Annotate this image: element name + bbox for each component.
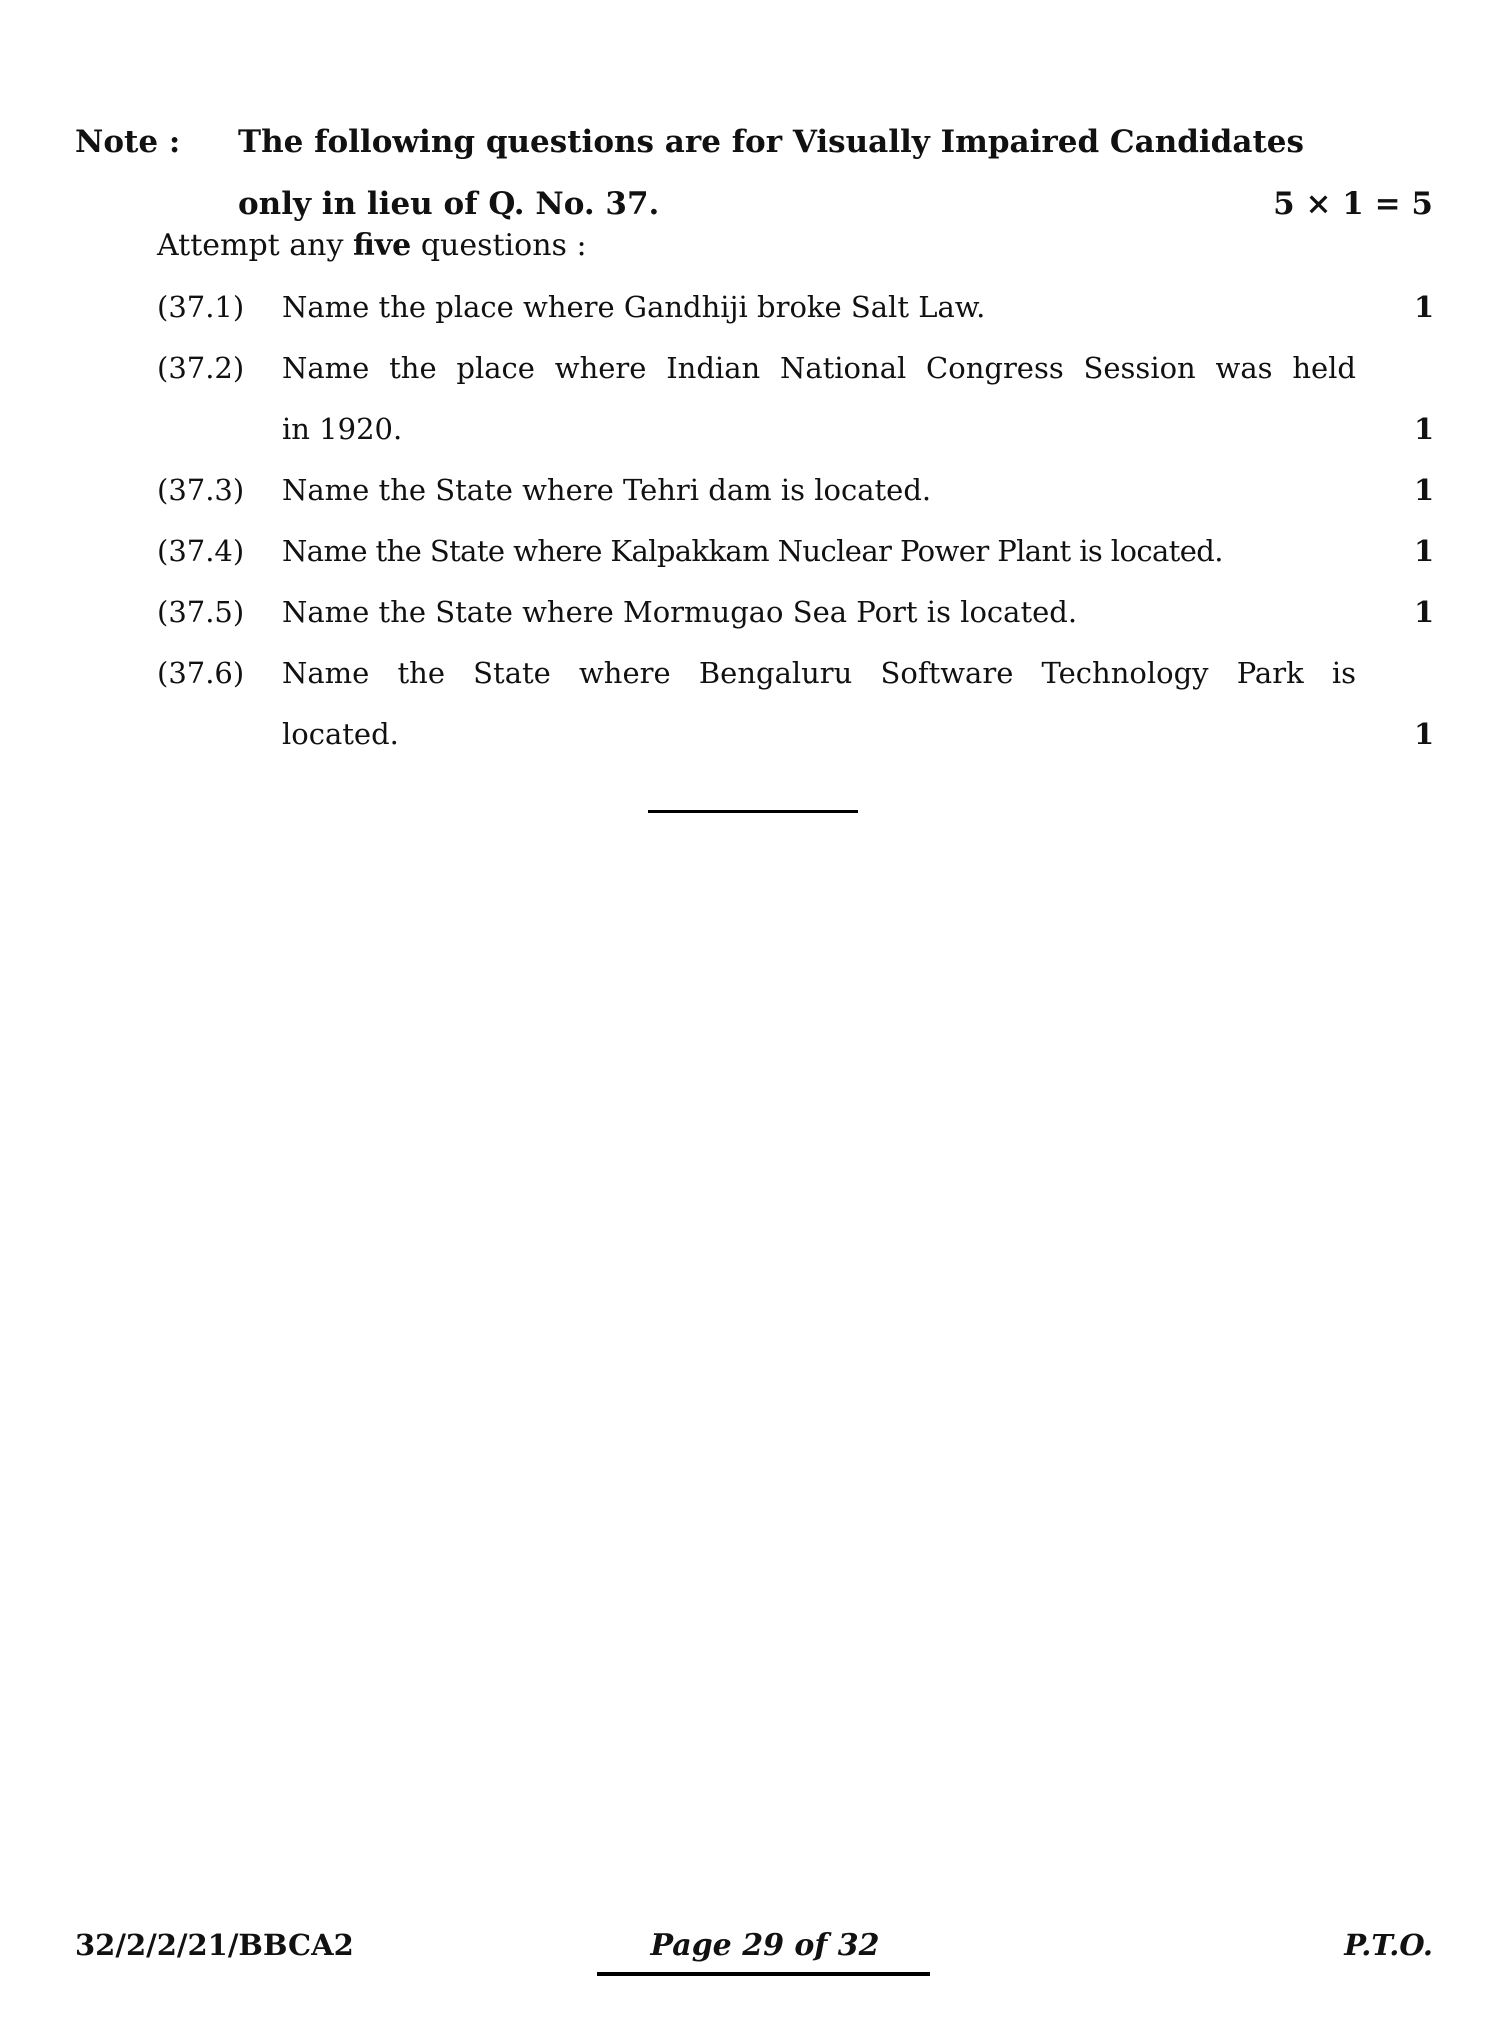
question-number: (37.1) xyxy=(157,290,245,324)
question-text: Name the State where Bengaluru Software Technology Park is xyxy=(282,656,1356,690)
question-text: Name the place where Gandhiji broke Salt Law. xyxy=(282,290,986,324)
question-number: (37.6) xyxy=(157,656,245,690)
question-text: Name the State where Tehri dam is located. xyxy=(282,473,932,507)
instruction-prefix: Attempt any xyxy=(157,228,353,263)
question-text: Name the State where Mormugao Sea Port is located. xyxy=(282,595,1078,629)
note-marks: 5 × 1 = 5 xyxy=(1273,186,1433,222)
page-number: Page 29 of 32 xyxy=(650,1928,880,1963)
instruction-suffix: questions : xyxy=(411,228,587,263)
page-number-underline xyxy=(597,1972,930,1976)
question-marks: 1 xyxy=(1414,717,1435,751)
question-number: (37.3) xyxy=(157,473,245,507)
instruction xyxy=(157,228,587,263)
question-marks: 1 xyxy=(1414,473,1435,507)
instruction-emphasis: five xyxy=(352,228,412,263)
question-number: (37.2) xyxy=(157,351,245,385)
question-marks: 1 xyxy=(1414,412,1435,446)
paper-code: 32/2/2/21/BBCA2 xyxy=(75,1928,354,1962)
question-number: (37.5) xyxy=(157,595,245,629)
note-label: Note : xyxy=(75,124,181,160)
question-marks: 1 xyxy=(1414,534,1435,568)
question-marks: 1 xyxy=(1414,595,1435,629)
question-number: (37.4) xyxy=(157,534,245,568)
question-text-continued: located. xyxy=(282,717,399,751)
question-marks: 1 xyxy=(1414,290,1435,324)
question-text: Name the place where Indian National Congress Session was held xyxy=(282,351,1356,385)
note-text-line-2: only in lieu of Q. No. 37. xyxy=(238,186,660,222)
note-text-line-1: The following questions are for Visually Impaired Candidates xyxy=(238,124,1304,160)
section-end-divider xyxy=(648,810,858,813)
question-text-continued: in 1920. xyxy=(282,412,403,446)
please-turn-over: P.T.O. xyxy=(1344,1928,1433,1962)
question-text: Name the State where Kalpakkam Nuclear Power Plant is located. xyxy=(282,534,1223,568)
